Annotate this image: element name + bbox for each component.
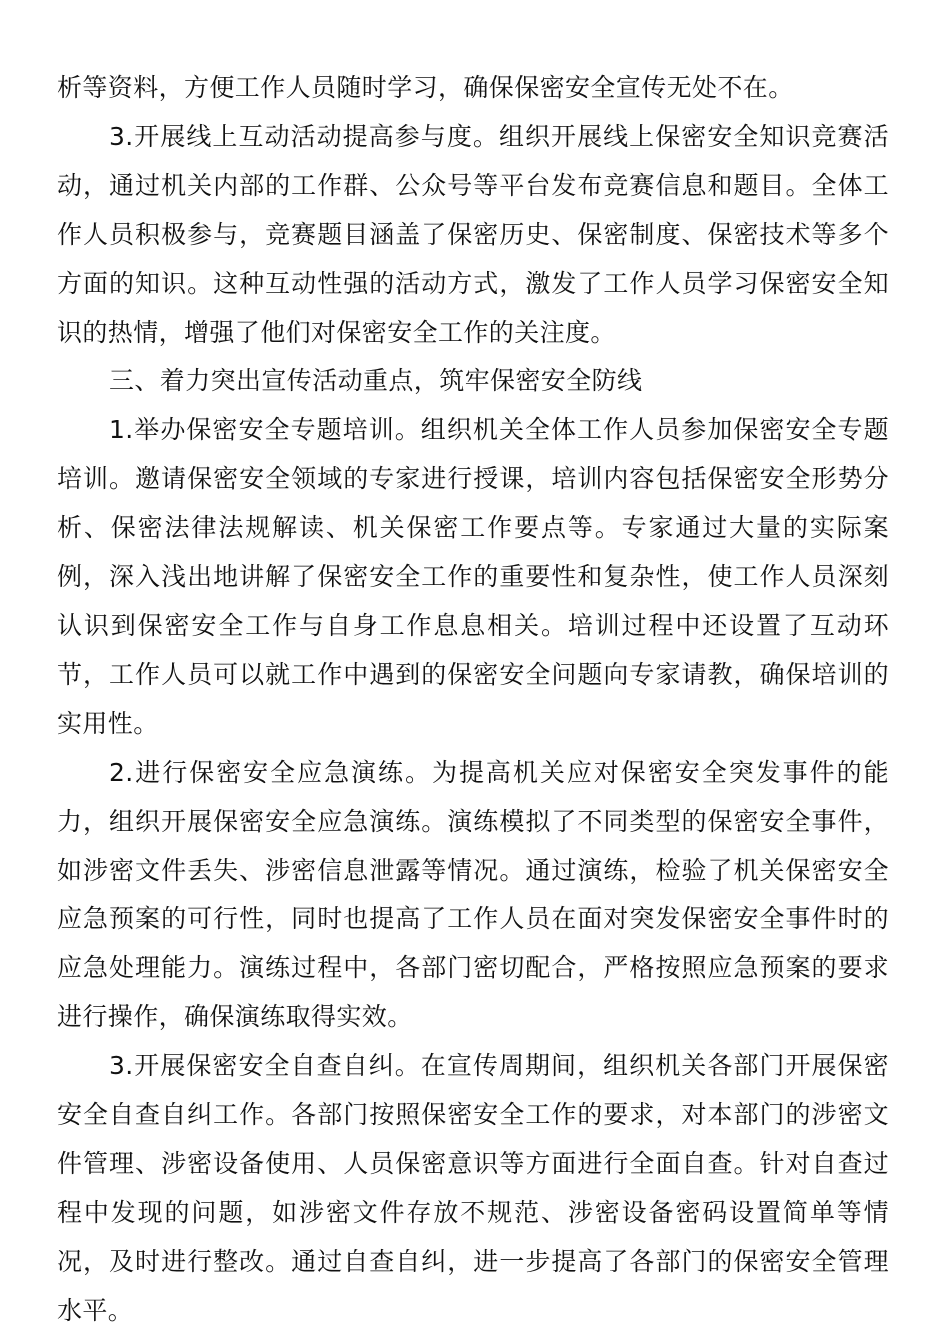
paragraph-online-activity: 3.开展线上互动活动提高参与度。组织开展线上保密安全知识竞赛活动，通过机关内部的工作群、公众号等平台发布竞赛信息和题目。全体工作人员积极参与，竞赛题目涵盖了保密历史、保密制度、保密技术等多个方面的知识。这种互动性强的活动方式，激发了工作人员学习保密安全知识的热情，增强了他们对保密安全工作的关注度。: [57, 121, 889, 347]
document-body: [57, 64, 889, 1336]
paragraph-self-inspection: 3.开展保密安全自查自纠。在宣传周期间，组织机关各部门开展保密安全自查自纠工作。各部门按照保密安全工作的要求，对本部门的涉密文件管理、涉密设备使用、人员保密意识等方面进行全面自查。针对自查过程中发现的问题，如涉密文件存放不规范、涉密设备密码设置简单等情况，及时进行整改。通过自查自纠，进一步提高了各部门的保密安全管理水平。: [57, 1051, 889, 1325]
paragraph-training: 1.举办保密安全专题培训。组织机关全体工作人员参加保密安全专题培训。邀请保密安全领域的专家进行授课，培训内容包括保密安全形势分析、保密法律法规解读、机关保密工作要点等。专家通过大量的实际案例，深入浅出地讲解了保密安全工作的重要性和复杂性，使工作人员深刻认识到保密安全工作与自身工作息息相关。培训过程中还设置了互动环节，工作人员可以就工作中遇到的保密安全问题向专家请教，确保培训的实用性。: [57, 415, 889, 738]
paragraph-drill: 2.进行保密安全应急演练。为提高机关应对保密安全突发事件的能力，组织开展保密安全应急演练。演练模拟了不同类型的保密安全事件，如涉密文件丢失、涉密信息泄露等情况。通过演练，检验了机关保密安全应急预案的可行性，同时也提高了工作人员在面对突发保密安全事件时的应急处理能力。演练过程中，各部门密切配合，严格按照应急预案的要求进行操作，确保演练取得实效。: [57, 757, 889, 1032]
paragraph-continuation: 析等资料，方便工作人员随时学习，确保保密安全宣传无处不在。: [57, 73, 794, 102]
section-heading: 三、着力突出宣传活动重点，筑牢保密安全防线: [109, 366, 643, 396]
